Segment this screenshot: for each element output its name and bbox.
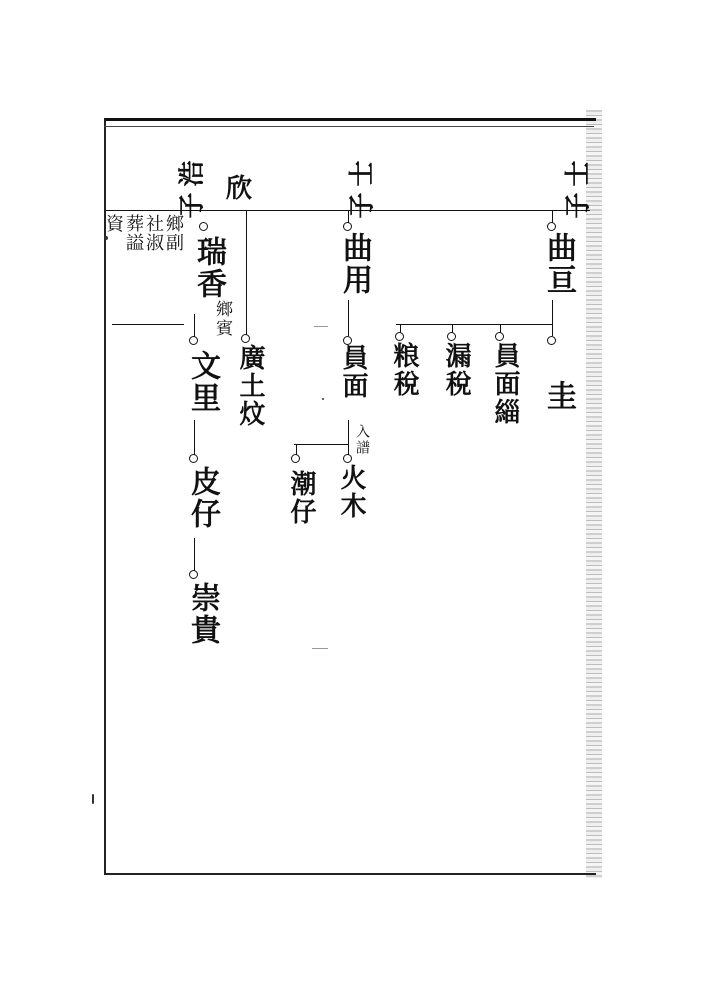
branch-a-children-bar	[396, 324, 552, 325]
branch-a-child1-node	[495, 332, 504, 341]
branch-c-line	[246, 210, 247, 336]
branch-a-line	[552, 300, 553, 336]
branch-a-root-node	[547, 222, 556, 231]
branch-a-child2-node	[447, 332, 456, 341]
frame-inner-rule	[104, 126, 594, 127]
scan-speck	[314, 326, 328, 327]
branch-b-root: 曲用	[337, 232, 372, 296]
branch-b-line-2	[348, 420, 349, 456]
branch-a-son-node	[547, 336, 556, 345]
branch-a-child-2: 漏稅	[441, 342, 471, 398]
header-name-3: 欣	[226, 174, 255, 204]
branch-c-node	[241, 334, 250, 343]
branch-a-child3-node	[395, 332, 404, 341]
branch-b-grandson: 火木	[336, 464, 366, 520]
branch-d-grandson: 皮仔	[185, 466, 220, 530]
branch-d-great-grandson: 崇貴	[185, 582, 220, 646]
branch-b-son: 員面	[338, 344, 368, 400]
branch-d-son: 文里	[185, 350, 220, 414]
header-name-4: 子浩	[177, 154, 208, 219]
branch-b-line	[348, 300, 349, 336]
branch-d-note: 鄉賓	[212, 300, 232, 338]
annotation-col-3: 葬謚	[123, 214, 144, 252]
branch-b-grandson-node	[343, 454, 352, 463]
branch-a-child-1: 員面緇	[490, 342, 520, 426]
header-name-1: 子士	[563, 154, 594, 219]
annotation-col-1: 鄉副	[163, 214, 184, 252]
branch-b-side-bar	[294, 444, 348, 445]
annotation-col-2: 社淑	[143, 214, 164, 252]
branch-a-child-3: 粮稅	[389, 342, 419, 398]
branch-a-son: 圭	[541, 380, 576, 412]
branch-b-root-node	[343, 222, 352, 231]
branch-b-side-node	[291, 454, 300, 463]
scan-speck	[92, 794, 94, 804]
branch-d-root-node	[199, 222, 208, 231]
header-name-2: 子士	[347, 154, 378, 219]
branch-d-root: 瑞香	[191, 236, 226, 300]
branch-d-line-3	[194, 538, 195, 572]
branch-c-root: 廣土炆	[235, 344, 265, 428]
branch-b-note: 入譜	[354, 424, 370, 456]
branch-d-line	[194, 314, 195, 338]
branch-d-line-2	[194, 420, 195, 456]
branch-d-grandson-node	[189, 454, 198, 463]
branch-d-great-node	[189, 570, 198, 579]
branch-b-side: 潮仔	[286, 470, 316, 526]
branch-a-root: 曲亘	[541, 232, 576, 296]
scan-speck	[312, 648, 328, 649]
scan-speck	[322, 398, 324, 400]
scan-speck	[104, 236, 108, 240]
annotation-col-4: 資	[103, 214, 124, 233]
branch-d-son-node	[189, 336, 198, 345]
